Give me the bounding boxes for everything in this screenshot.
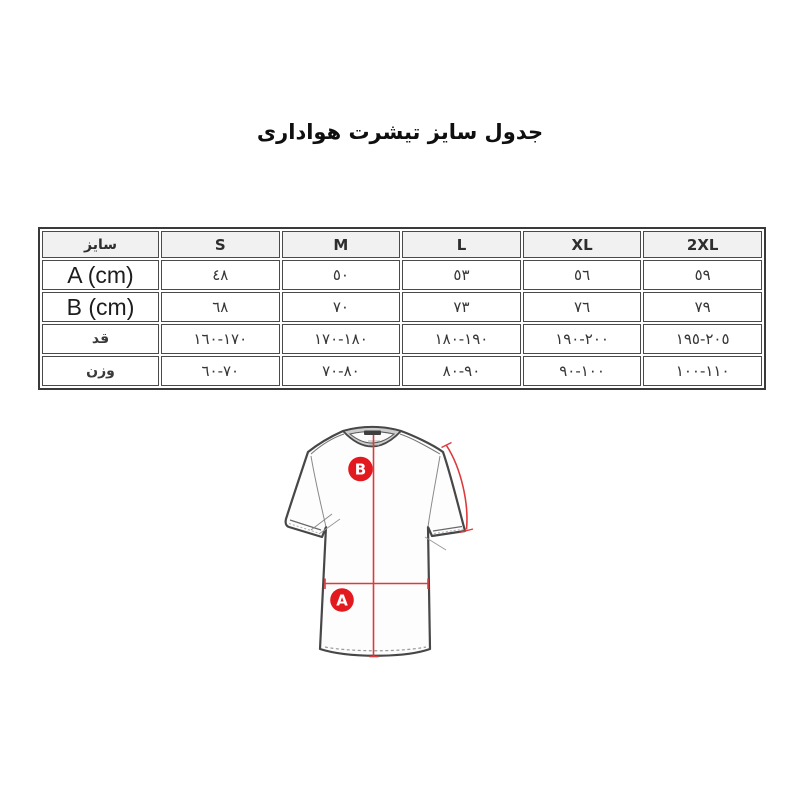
- cell-height-xl: ١٩٠-٢٠٠: [523, 324, 642, 354]
- table-row-a: [42, 260, 762, 290]
- cell-a-xl: ٥٦: [523, 260, 642, 290]
- row-label-b: B (cm): [42, 292, 159, 322]
- cell-height-2xl: ١٩٥-٢٠٥: [643, 324, 762, 354]
- table-row-height: [42, 324, 762, 354]
- row-label-weight: وزن: [42, 356, 159, 386]
- cell-a-l: ٥٣: [402, 260, 521, 290]
- cell-b-s: ٦٨: [161, 292, 280, 322]
- table-row-weight: [42, 356, 762, 386]
- row-label-a: A (cm): [42, 260, 159, 290]
- page-title: جدول سایز تیشرت هواداری: [256, 120, 544, 144]
- cell-weight-s: ٦٠-٧٠: [161, 356, 280, 386]
- marker-a-label: A: [336, 591, 348, 610]
- col-header-l: L: [402, 231, 521, 258]
- col-header-size: سایز: [42, 231, 159, 258]
- cell-a-s: ٤٨: [161, 260, 280, 290]
- cell-b-xl: ٧٦: [523, 292, 642, 322]
- collar-label-tag: [364, 431, 381, 436]
- cell-a-m: ٥٠: [282, 260, 401, 290]
- cell-b-m: ٧٠: [282, 292, 401, 322]
- cell-weight-2xl: ١٠٠-١١٠: [643, 356, 762, 386]
- marker-b-label: B: [354, 460, 367, 479]
- cell-height-s: ١٦٠-١٧٠: [161, 324, 280, 354]
- row-label-height: قد: [42, 324, 159, 354]
- cell-weight-xl: ٩٠-١٠٠: [523, 356, 642, 386]
- tshirt-outline: [286, 427, 465, 656]
- header-row: [42, 231, 762, 258]
- cell-b-l: ٧٣: [402, 292, 521, 322]
- cell-height-l: ١٨٠-١٩٠: [402, 324, 521, 354]
- cell-a-2xl: ٥٩: [643, 260, 762, 290]
- col-header-xl: XL: [523, 231, 642, 258]
- size-chart-table: [38, 227, 766, 390]
- cell-weight-l: ٨٠-٩٠: [402, 356, 521, 386]
- cell-b-2xl: ٧٩: [643, 292, 762, 322]
- tshirt-measurement-diagram: [238, 412, 520, 674]
- table-row-b: [42, 292, 762, 322]
- cell-height-m: ١٧٠-١٨٠: [282, 324, 401, 354]
- tshirt-diagram-svg: [238, 412, 520, 674]
- col-header-m: M: [282, 231, 401, 258]
- col-header-s: S: [161, 231, 280, 258]
- cell-weight-m: ٧٠-٨٠: [282, 356, 401, 386]
- col-header-2xl: 2XL: [643, 231, 762, 258]
